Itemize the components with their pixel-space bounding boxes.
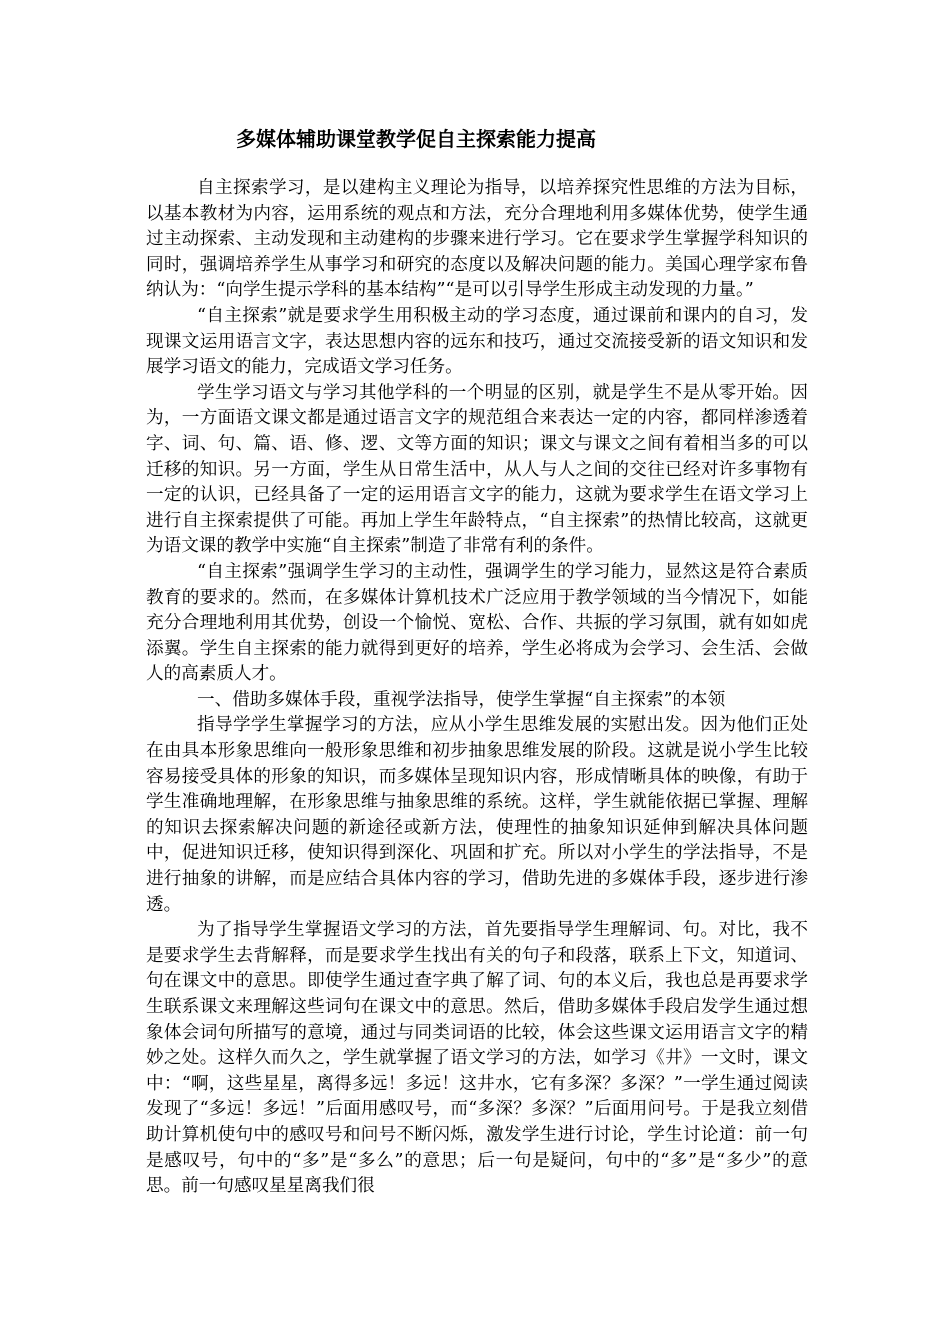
paragraph-4: “自主探索”强调学生学习的主动性，强调学生的学习能力，显然这是符合素质教育的要求的。然而，在多媒体计算机技术广泛应用于教学领域的当今情况下，如能充分合理地利用其优势，创设一个愉悦、宽松、合作、共振的学习氛围，就有如如虎添翼。学生自主探索的能力就得到更好的培养，学生必将成为会学习、会生活、会做人的高素质人才。 xyxy=(146,561,808,685)
paragraph-3: 学生学习语文与学习其他学科的一个明显的区别，就是学生不是从零开始。因为，一方面语文课文都是通过语言文字的规范组合来表达一定的内容，都同样渗透着字、词、句、篇、语、修、逻、文等方面的知识；课文与课文之间有着相当多的可以迁移的知识。另一方面，学生从日常生活中，从人与人之间的交往已经对许多事物有一定的认识，已经具备了一定的运用语言文字的能力，这就为要求学生在语文学习上进行自主探索提供了可能。再加上学生年龄特点，“自主探索”的热情比较高，这就更为语文课的教学中实施“自主探索”制造了非常有利的条件。 xyxy=(146,382,808,557)
paragraph-1: 自主探索学习，是以建构主义理论为指导，以培养探究性思维的方法为目标，以基本教材为内容，运用系统的观点和方法，充分合理地利用多媒体优势，使学生通过主动探索、主动发现和主动建构的步骤来进行学习。它在要求学生掌握学科知识的同时，强调培养学生从事学习和研究的态度以及解决问题的能力。美国心理学家布鲁纳认为：“向学生提示学科的基本结构”“是可以引导学生形成主动发现的力量。” xyxy=(146,178,808,301)
document-title: 多媒体辅助课堂教学促自主探索能力提高 xyxy=(236,127,596,151)
paragraph-6: 为了指导学生掌握语文学习的方法，首先要指导学生理解词、句。对比，我不是要求学生去背解释，而是要求学生找出有关的句子和段落，联系上下文，知道词、句在课文中的意思。即使学生通过查字典了解了词、句的本义后，我也总是再要求学生联系课文来理解这些词句在课文中的意思。然后，借助多媒体手段启发学生通过想象体会词句所描写的意境，通过与同类词语的比较，体会这些课文运用语言文字的精妙之处。这样久而久之，学生就掌握了语文学习的方法，如学习《井》一文时，课文中：“啊，这些星星，离得多远！多远！这井水，它有多深？多深？”一学生通过阅读发现了“多远！多远！”后面用感叹号，而“多深？多深？”后面用问号。于是我立刻借助计算机使句中的感叹号和问号不断闪烁，激发学生进行讨论，学生讨论道：前一句是感叹号，句中的“多”是“多么”的意思；后一句是疑问，句中的“多”是“多少”的意思。前一句感叹星星离我们很 xyxy=(146,920,808,1197)
paragraph-2: “自主探索”就是要求学生用积极主动的学习态度，通过课前和课内的自习，发现课文运用语言文字，表达思想内容的远东和技巧，通过交流接受新的语文知识和发展学习语文的能力，完成语文学习任务。 xyxy=(146,305,808,378)
section-heading-1: 一、借助多媒体手段，重视学法指导，使学生掌握“自主探索”的本领 xyxy=(197,689,726,710)
document-body xyxy=(146,176,808,1200)
paragraph-5: 指导学学生掌握学习的方法，应从小学生思维发展的实慰出发。因为他们正处在由具本形象思维向一般形象思维和初步抽象思维发展的阶段。这就是说小学生比较容易接受具体的形象的知识，而多媒体呈现知识内容，形成情晰具体的映像，有助于学生准确地理解，在形象思维与抽象思维的系统。这样，学生就能依据已掌握、理解的知识去探索解决问题的新途径或新方法，使理性的抽象知识延伸到解决具体问题中，促进知识迁移，使知识得到深化、巩固和扩充。所以对小学生的学法指导，不是进行抽象的讲解，而是应结合具体内容的学习，借助先进的多媒体手段，逐步进行渗透。 xyxy=(146,715,808,915)
